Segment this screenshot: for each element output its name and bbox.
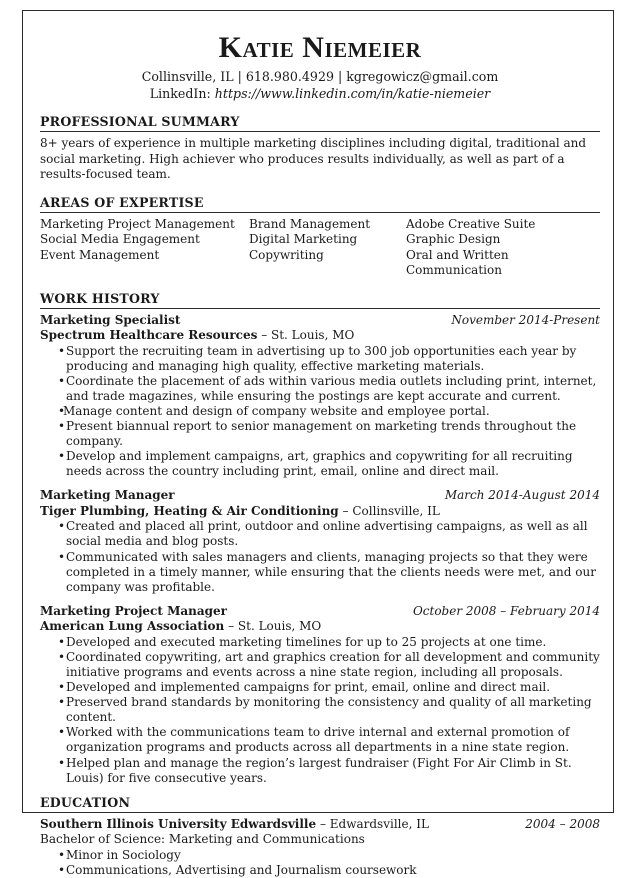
bullet-item: • Coordinate the placement of ads within various media outlets including print, internet, and trade magazines, while ensuring the postings are kept accurate and current.	[40, 374, 600, 404]
job-title: Marketing Manager	[40, 488, 175, 503]
bullet-item: • Support the recruiting team in advertising up to 300 job opportunities each year by producing and managing high quality, effective marketing materials.	[40, 344, 600, 374]
job-title: Marketing Specialist	[40, 312, 181, 327]
summary-section	[40, 114, 600, 183]
company-name: Spectrum Healthcare Resources	[40, 328, 258, 342]
job-company	[40, 619, 600, 635]
bullet-item: • Communicated with sales managers and clients, managing projects so that they were completed in a timely manner, while ensuring that the clients needs were met, and our company was profitable.	[40, 550, 600, 595]
work-section	[40, 291, 600, 786]
bullet-item: • Develop and implement campaigns, art, graphics and copywriting for all recruiting needs across the country including print, email, online and direct mail.	[40, 449, 600, 479]
section-title-expertise: AREAS OF EXPERTISE	[40, 195, 600, 213]
bullet-item: • Coordinated copywriting, art and graphics creation for all development and community initiative programs and events across a nine state region, including all proposals.	[40, 650, 600, 680]
skills-column-3	[406, 217, 600, 279]
job-header	[40, 488, 600, 504]
resume-content	[40, 11, 600, 878]
skill-item: Brand Management	[249, 216, 371, 231]
bullet-item: • Helped plan and manage the region’s largest fundraiser (Fight For Air Climb in St. Louis) for five consecutive years.	[40, 756, 600, 786]
company-location: – St. Louis, MO	[224, 619, 322, 634]
contact-info	[40, 68, 600, 102]
contact-line: Collinsville, IL | 618.980.4929 | kgregowicz@gmail.com	[141, 69, 499, 84]
education-header	[40, 817, 600, 833]
company-location: – St. Louis, MO	[257, 328, 355, 342]
job-entry	[40, 313, 600, 480]
school-line	[40, 817, 429, 833]
job-title: Marketing Project Manager	[40, 603, 227, 618]
bullet-item: • Preserved brand standards by monitoring the consistency and quality of all marketing content.	[40, 695, 600, 725]
job-entry	[40, 488, 600, 594]
job-bullets	[40, 519, 600, 594]
job-header	[40, 604, 600, 620]
school-name: Southern Illinois University Edwardsville	[40, 816, 317, 831]
bullet-item: • Developed and implemented campaigns for print, email, online and direct mail.	[40, 680, 600, 695]
job-company	[40, 328, 600, 344]
bullet-item: • Worked with the communications team to drive internal and external promotion of organization programs and products across all departments in a nine state region.	[40, 725, 600, 755]
skill-item: Oral and Written Communication	[406, 247, 509, 277]
company-name: Tiger Plumbing, Heating & Air Conditioning	[40, 503, 339, 518]
bullet-item: • Present biannual report to senior management on marketing trends throughout the company.	[40, 419, 600, 449]
section-title-summary: PROFESSIONAL SUMMARY	[40, 114, 600, 132]
job-dates: October 2008 – February 2014	[412, 603, 600, 618]
bullet-item: • Created and placed all print, outdoor and online advertising campaigns, as well as all social media and blog posts.	[40, 519, 600, 549]
skills-grid	[40, 217, 600, 279]
job-header	[40, 313, 600, 329]
education-bullets	[40, 848, 600, 878]
skills-column-2	[249, 217, 406, 279]
skill-item: Graphic Design	[406, 232, 501, 246]
summary-text: 8+ years of experience in multiple marketing disciplines including digital, traditional and social marketing. High achiever who produces results individually, as well as part of a results-focused team.	[40, 136, 587, 181]
bullet-item: • Manage content and design of company website and employee portal.	[40, 404, 600, 419]
education-dates: 2004 – 2008	[525, 816, 600, 831]
company-name: American Lung Association	[40, 619, 225, 634]
resume-page	[22, 10, 614, 877]
bullet-item: • Developed and executed marketing timelines for up to 25 projects at one time.	[40, 635, 600, 650]
job-dates: November 2014-Present	[451, 312, 600, 327]
school-location: – Edwardsville, IL	[316, 816, 429, 831]
skill-item: Marketing Project Management	[40, 216, 235, 231]
section-title-education: EDUCATION	[40, 795, 600, 813]
skill-item: Adobe Creative Suite	[406, 216, 536, 231]
skill-item: Social Media Engagement	[40, 232, 200, 246]
skill-item: Copywriting	[249, 247, 324, 262]
job-dates: March 2014-August 2014	[444, 488, 600, 503]
linkedin-url[interactable]: https://www.linkedin.com/in/katie-niemeier	[214, 86, 491, 101]
candidate-name: Katie Niemeier	[218, 31, 422, 64]
company-location: – Collinsville, IL	[338, 503, 440, 518]
degree: Bachelor of Science: Marketing and Communications	[40, 832, 365, 847]
job-bullets	[40, 344, 600, 480]
linkedin-label: LinkedIn:	[149, 86, 211, 101]
skills-column-1	[40, 217, 249, 279]
linkedin-line	[40, 85, 600, 102]
job-company	[40, 504, 600, 520]
bullet-item: • Minor in Sociology	[40, 848, 600, 863]
section-title-work: WORK HISTORY	[40, 291, 600, 309]
expertise-section	[40, 195, 600, 279]
job-bullets	[40, 635, 600, 786]
bullet-item: • Communications, Advertising and Journalism coursework	[40, 863, 600, 878]
job-entry	[40, 604, 600, 786]
skill-item: Event Management	[40, 247, 160, 262]
skill-item: Digital Marketing	[249, 232, 358, 246]
education-section	[40, 795, 600, 878]
